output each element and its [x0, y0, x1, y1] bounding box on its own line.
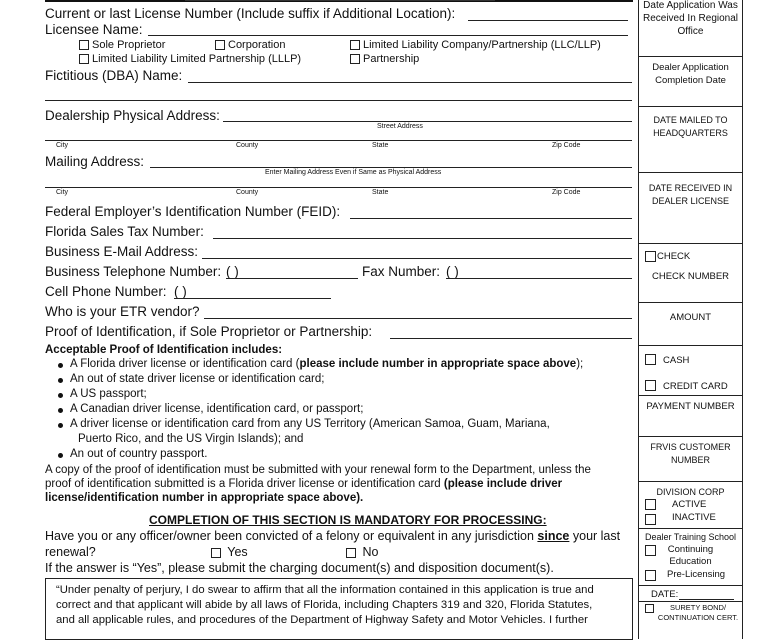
sidebar-pre-licensing: Pre-Licensing: [667, 569, 726, 580]
acceptable-heading: Acceptable Proof of Identification includes:: [45, 344, 283, 356]
feid-label: Federal Employer’s Identification Number (FEID):: [45, 204, 341, 219]
bullet-0: [58, 363, 63, 368]
sidebar-frvis: FRVIS CUSTOMER NUMBER: [650, 442, 731, 465]
divider: [639, 436, 742, 437]
proof-label: Proof of Identification, if Sole Proprietor or Partnership:: [45, 324, 373, 339]
checkbox[interactable]: [79, 40, 89, 50]
divider: [639, 601, 742, 602]
felony-question: Have you or any officer/owner been convicted of a felony or equivalent in any jurisdiction since your last: [45, 529, 621, 543]
divider: [639, 243, 742, 244]
felony-no[interactable]: No: [346, 545, 378, 559]
mailing-street-field[interactable]: [150, 167, 632, 168]
etr-vendor-label: Who is your ETR vendor?: [45, 304, 200, 319]
county-caption-mailing: County: [236, 189, 259, 196]
licensee-name-field[interactable]: [148, 35, 628, 36]
licensee-name-label: Licensee Name:: [45, 22, 143, 37]
sidebar-continuing: Continuing Education: [667, 544, 714, 567]
check-checkbox[interactable]: [645, 251, 656, 262]
proof-item: An out of state driver license or identification card;: [70, 373, 325, 385]
checkbox[interactable]: [350, 54, 360, 64]
felony-question-cont: renewal?: [45, 545, 96, 559]
proof-item: An out of country passport.: [70, 448, 208, 460]
sidebar-completion-date: Dealer Application Completion Date: [652, 62, 729, 86]
inactive-checkbox[interactable]: [645, 514, 656, 525]
divider: [639, 302, 742, 303]
email-label: Business E-Mail Address:: [45, 244, 199, 259]
sidebar-check-number: CHECK NUMBER: [651, 271, 730, 282]
physical-address-label: Dealership Physical Address:: [45, 108, 220, 123]
phone-field[interactable]: [226, 278, 358, 279]
felony-yes[interactable]: Yes: [211, 545, 248, 559]
phone-area-code: ( ): [226, 264, 239, 279]
street-address-caption: Street Address: [377, 123, 423, 130]
sidebar-cash: CASH: [663, 355, 690, 366]
checkbox[interactable]: [215, 40, 225, 50]
sidebar-training-school: Dealer Training School: [644, 532, 737, 542]
state-caption: State: [372, 142, 389, 149]
checkbox[interactable]: [211, 548, 221, 558]
email-field[interactable]: [202, 258, 632, 259]
bullet-3: [58, 408, 63, 413]
proof-item: A Canadian driver license, identification card, or passport;: [70, 403, 364, 415]
sales-tax-label: Florida Sales Tax Number:: [45, 224, 204, 239]
zip-caption-mailing: Zip Code: [552, 189, 581, 196]
city-caption: City: [56, 142, 69, 149]
sidebar-check: CHECK: [657, 251, 691, 262]
entity-partnership[interactable]: Partnership: [350, 53, 419, 65]
entity-sole-proprietor[interactable]: Sole Proprietor: [79, 39, 165, 51]
phone-label: Business Telephone Number:: [45, 264, 222, 279]
bullet-4: [58, 423, 63, 428]
divider: [639, 395, 742, 396]
cell-field[interactable]: [174, 298, 331, 299]
sidebar-date-received: Date Application Was Received In Regional Office: [642, 0, 739, 37]
credit-card-checkbox[interactable]: [645, 380, 656, 391]
copy-note: A copy of the proof of identification must be submitted with your renewal form to the Department, unless the: [45, 464, 591, 476]
license-number-label: Current or last License Number (Include suffix if Additional Location):: [45, 6, 456, 21]
divider: [639, 345, 742, 346]
divider: [639, 172, 742, 173]
sidebar-date-label: DATE:: [651, 589, 679, 600]
checkbox[interactable]: [79, 54, 89, 64]
surety-bond-checkbox[interactable]: [645, 604, 654, 613]
mailing-caption: Enter Mailing Address Even if Same as Physical Address: [265, 169, 442, 176]
perjury-text: correct and that applicant will abide by all laws of Florida, including Chapters 319 and 320, Florida Statutes,: [56, 599, 593, 611]
mailing-address-label: Mailing Address:: [45, 154, 145, 169]
entity-llc[interactable]: Limited Liability Company/Partnership (LLC/LLP): [350, 39, 601, 51]
license-number-field[interactable]: [468, 20, 628, 21]
divider: [639, 106, 742, 107]
header-fragment: [185, 0, 495, 1]
entity-lllp[interactable]: Limited Liability Limited Partnership (LLLP): [79, 53, 301, 65]
cell-area-code: ( ): [174, 284, 187, 299]
divider: [639, 585, 742, 586]
physical-street-field[interactable]: [223, 121, 632, 122]
divider: [639, 528, 742, 529]
cell-label: Cell Phone Number:: [45, 284, 167, 299]
bullet-1: [58, 378, 63, 383]
etr-vendor-field[interactable]: [204, 318, 632, 319]
bullet-2: [58, 393, 63, 398]
fax-area-code: ( ): [446, 264, 459, 279]
state-caption-mailing: State: [372, 189, 389, 196]
checkbox[interactable]: [346, 548, 356, 558]
proof-item: A driver license or identification card from any US Territory (American Samoa, Guam, Mariana,: [70, 418, 550, 430]
perjury-text: and all applicable rules, and procedures of the Department of Highway Safety and Motor Vehicles. I further: [56, 614, 588, 626]
cash-checkbox[interactable]: [645, 354, 656, 365]
mandatory-heading: COMPLETION OF THIS SECTION IS MANDATORY FOR PROCESSING:: [149, 513, 547, 527]
continuing-checkbox[interactable]: [645, 545, 656, 556]
dba-field[interactable]: [188, 82, 632, 83]
perjury-text: “Under penalty of perjury, I do swear to affirm that all the information contained in this application is true and: [56, 584, 594, 596]
feid-field[interactable]: [350, 218, 632, 219]
divider: [639, 481, 742, 482]
mailing-city-field[interactable]: [45, 187, 632, 188]
sidebar-inactive: INACTIVE: [672, 512, 716, 523]
proof-field[interactable]: [390, 338, 632, 339]
sidebar-date-mailed: DATE MAILED TO HEADQUARTERS: [653, 115, 728, 138]
dba-label: Fictitious (DBA) Name:: [45, 68, 183, 83]
felony-followup: If the answer is “Yes”, please submit the charging document(s) and disposition document(s).: [45, 561, 554, 575]
entity-corporation[interactable]: Corporation: [215, 39, 285, 51]
proof-item-continued: Puerto Rico, and the US Virgin Islands); and: [78, 433, 304, 445]
sidebar-payment-number: PAYMENT NUMBER: [646, 401, 735, 412]
checkbox[interactable]: [350, 40, 360, 50]
divider: [639, 56, 742, 57]
county-caption: County: [236, 142, 259, 149]
sidebar-surety-bond: SURETY BOND/ CONTINUATION CERT.: [657, 603, 739, 622]
proof-item: A Florida driver license or identification card (please include number in appropriate space above);: [70, 358, 584, 370]
active-checkbox[interactable]: [645, 499, 656, 510]
city-caption-mailing: City: [56, 189, 69, 196]
fax-label: Fax Number:: [362, 264, 441, 279]
dba-field-line2[interactable]: [45, 100, 632, 101]
zip-caption: Zip Code: [552, 142, 581, 149]
bullet-6: [58, 453, 63, 458]
pre-licensing-checkbox[interactable]: [645, 570, 656, 581]
fax-field[interactable]: [446, 278, 632, 279]
sidebar-active: ACTIVE: [672, 499, 707, 510]
sales-tax-field[interactable]: [213, 238, 632, 239]
sidebar-division-corp: DIVISION CORP: [656, 487, 725, 497]
sidebar-amount: AMOUNT: [669, 312, 712, 323]
physical-city-field[interactable]: [45, 140, 632, 141]
sidebar-credit-card: CREDIT CARD: [663, 381, 728, 392]
copy-note: license/identification number in appropriate space above).: [45, 492, 364, 504]
copy-note: proof of identification submitted is a Florida driver license or identification card (please include driver: [45, 478, 563, 490]
proof-item: A US passport;: [70, 388, 147, 400]
sidebar-date-received-dl: DATE RECEIVED IN DEALER LICENSE: [648, 183, 733, 206]
sidebar-date-field[interactable]: [679, 599, 734, 600]
